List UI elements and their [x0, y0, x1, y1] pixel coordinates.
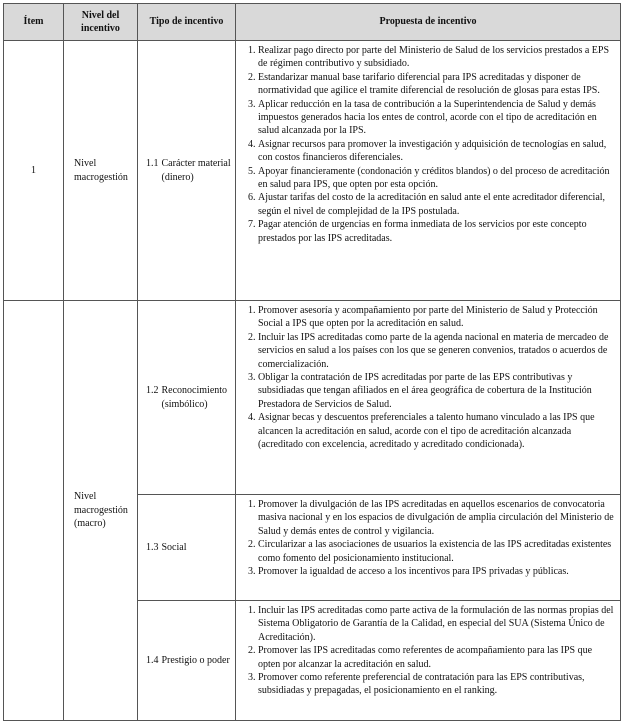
tipo-number: 1.2 — [146, 385, 159, 397]
incentive-table — [3, 3, 621, 721]
header-propuesta: Propuesta de incentivo — [236, 4, 621, 41]
tipo-cell — [138, 41, 236, 301]
list-item: 2. Promover las IPS acreditadas como referentes de acompañamiento para las IPS que opten por alcanzar la acreditación en salud. — [258, 644, 614, 671]
tipo-label: Prestigio o poder — [161, 654, 230, 666]
list-item: 1. Realizar pago directo por parte del Ministerio de Salud de los servicios prestados a EPS de régimen contributivo y subsidiado. — [258, 44, 614, 71]
list-item: 3. Promover como referente preferencial de contratación para las EPS contributivas, subsidiadas y prepagadas, el posicionamiento en el ranking. — [258, 671, 614, 698]
list-item: 6. Ajustar tarifas del costo de la acreditación en salud ante el ente acreditador diferencial, según el nivel de complejidad de la IPS postulada. — [258, 191, 614, 218]
nivel-cell: Nivel macrogestión — [64, 41, 138, 301]
list-item: 1. Promover asesoría y acompañamiento por parte del Ministerio de Salud y Protección Social a IPS que opten por la acreditación en salud. — [258, 304, 614, 331]
list-item: 3. Obligar la contratación de IPS acreditadas por parte de las EPS contributivas y subsidiadas que tengan afiliados en el área geográfica de cobertura de la Institución Prestadora de Servicios de Salud. — [258, 371, 614, 411]
list-item: 4. Asignar recursos para promover la investigación y adquisición de tecnologías en salud, con costos financieros diferenciales. — [258, 138, 614, 165]
list-item: 2. Estandarizar manual base tarifario diferencial para IPS acreditadas y disponer de normatividad que agilice el tramite diferencial de resolución de glosas para estas IPS. — [258, 71, 614, 98]
tipo-number: 1.4 — [146, 654, 159, 666]
propuesta-cell — [236, 301, 621, 495]
tipo-number: 1.3 — [146, 541, 159, 553]
list-item: 1. Incluir las IPS acreditadas como parte activa de la formulación de las normas propias del Sistema Obligatorio de Garantía de la Calidad, en especial del SUA (Sistema Único de Acreditación). — [258, 604, 614, 644]
list-item: 3. Aplicar reducción en la tasa de contribución a la Superintendencia de Salud y demás impuestos generados hacia los entes de control, acorde con el tipo de acreditación en salud alcanzada por la IPS. — [258, 98, 614, 138]
header-tipo: Tipo de incentivo — [138, 4, 236, 41]
table-row — [4, 301, 621, 495]
list-item: 4. Asignar becas y descuentos preferenciales a talento humano vinculado a las IPS que alcancen la acreditación en salud, acorde con el tipo de acreditación alcanzada (acreditado con excelencia, acreditado y acreditado condicionada). — [258, 411, 614, 451]
tipo-cell — [138, 601, 236, 721]
tipo-label: Carácter material (dinero) — [161, 158, 231, 183]
propuesta-cell — [236, 495, 621, 601]
tipo-cell — [138, 495, 236, 601]
header-item: Ítem — [4, 4, 64, 41]
tipo-number: 1.1 — [146, 158, 159, 170]
tipo-label: Reconocimiento (simbólico) — [161, 385, 228, 410]
list-item: 7. Pagar atención de urgencias en forma inmediata de los servicios por este concepto prestados por las IPS acreditadas. — [258, 218, 614, 245]
header-nivel: Nivel del incentivo — [64, 4, 138, 41]
tipo-label: Social — [161, 541, 187, 553]
nivel-cell: Nivel macrogestión (macro) — [64, 301, 138, 721]
propuesta-cell — [236, 41, 621, 301]
header-row — [4, 4, 621, 41]
tipo-cell — [138, 301, 236, 495]
list-item: 1. Promover la divulgación de las IPS acreditadas en aquellos escenarios de convocatoria masiva nacional y en los espacios de divulgación de amplia circulación del Ministerio de Salud y demás entes de control y vigilancia. — [258, 498, 614, 538]
item-number — [4, 301, 64, 721]
list-item: 2. Incluir las IPS acreditadas como parte de la agenda nacional en materia de mercadeo de servicios en salud a los países con los que se generen convenios, tratados o acuerdos de comercialización. — [258, 331, 614, 371]
list-item: 5. Apoyar financieramente (condonación y créditos blandos) o del proceso de acreditación en salud para IPS, que opten por esta opción. — [258, 165, 614, 192]
list-item: 2. Circularizar a las asociaciones de usuarios la existencia de las IPS acreditadas existentes como fomento del posicionamiento institucional. — [258, 538, 614, 565]
list-item: 3. Promover la igualdad de acceso a los incentivos para IPS privadas y públicas. — [258, 565, 614, 578]
table-row — [4, 41, 621, 301]
item-number: 1 — [4, 41, 64, 301]
propuesta-cell — [236, 601, 621, 721]
